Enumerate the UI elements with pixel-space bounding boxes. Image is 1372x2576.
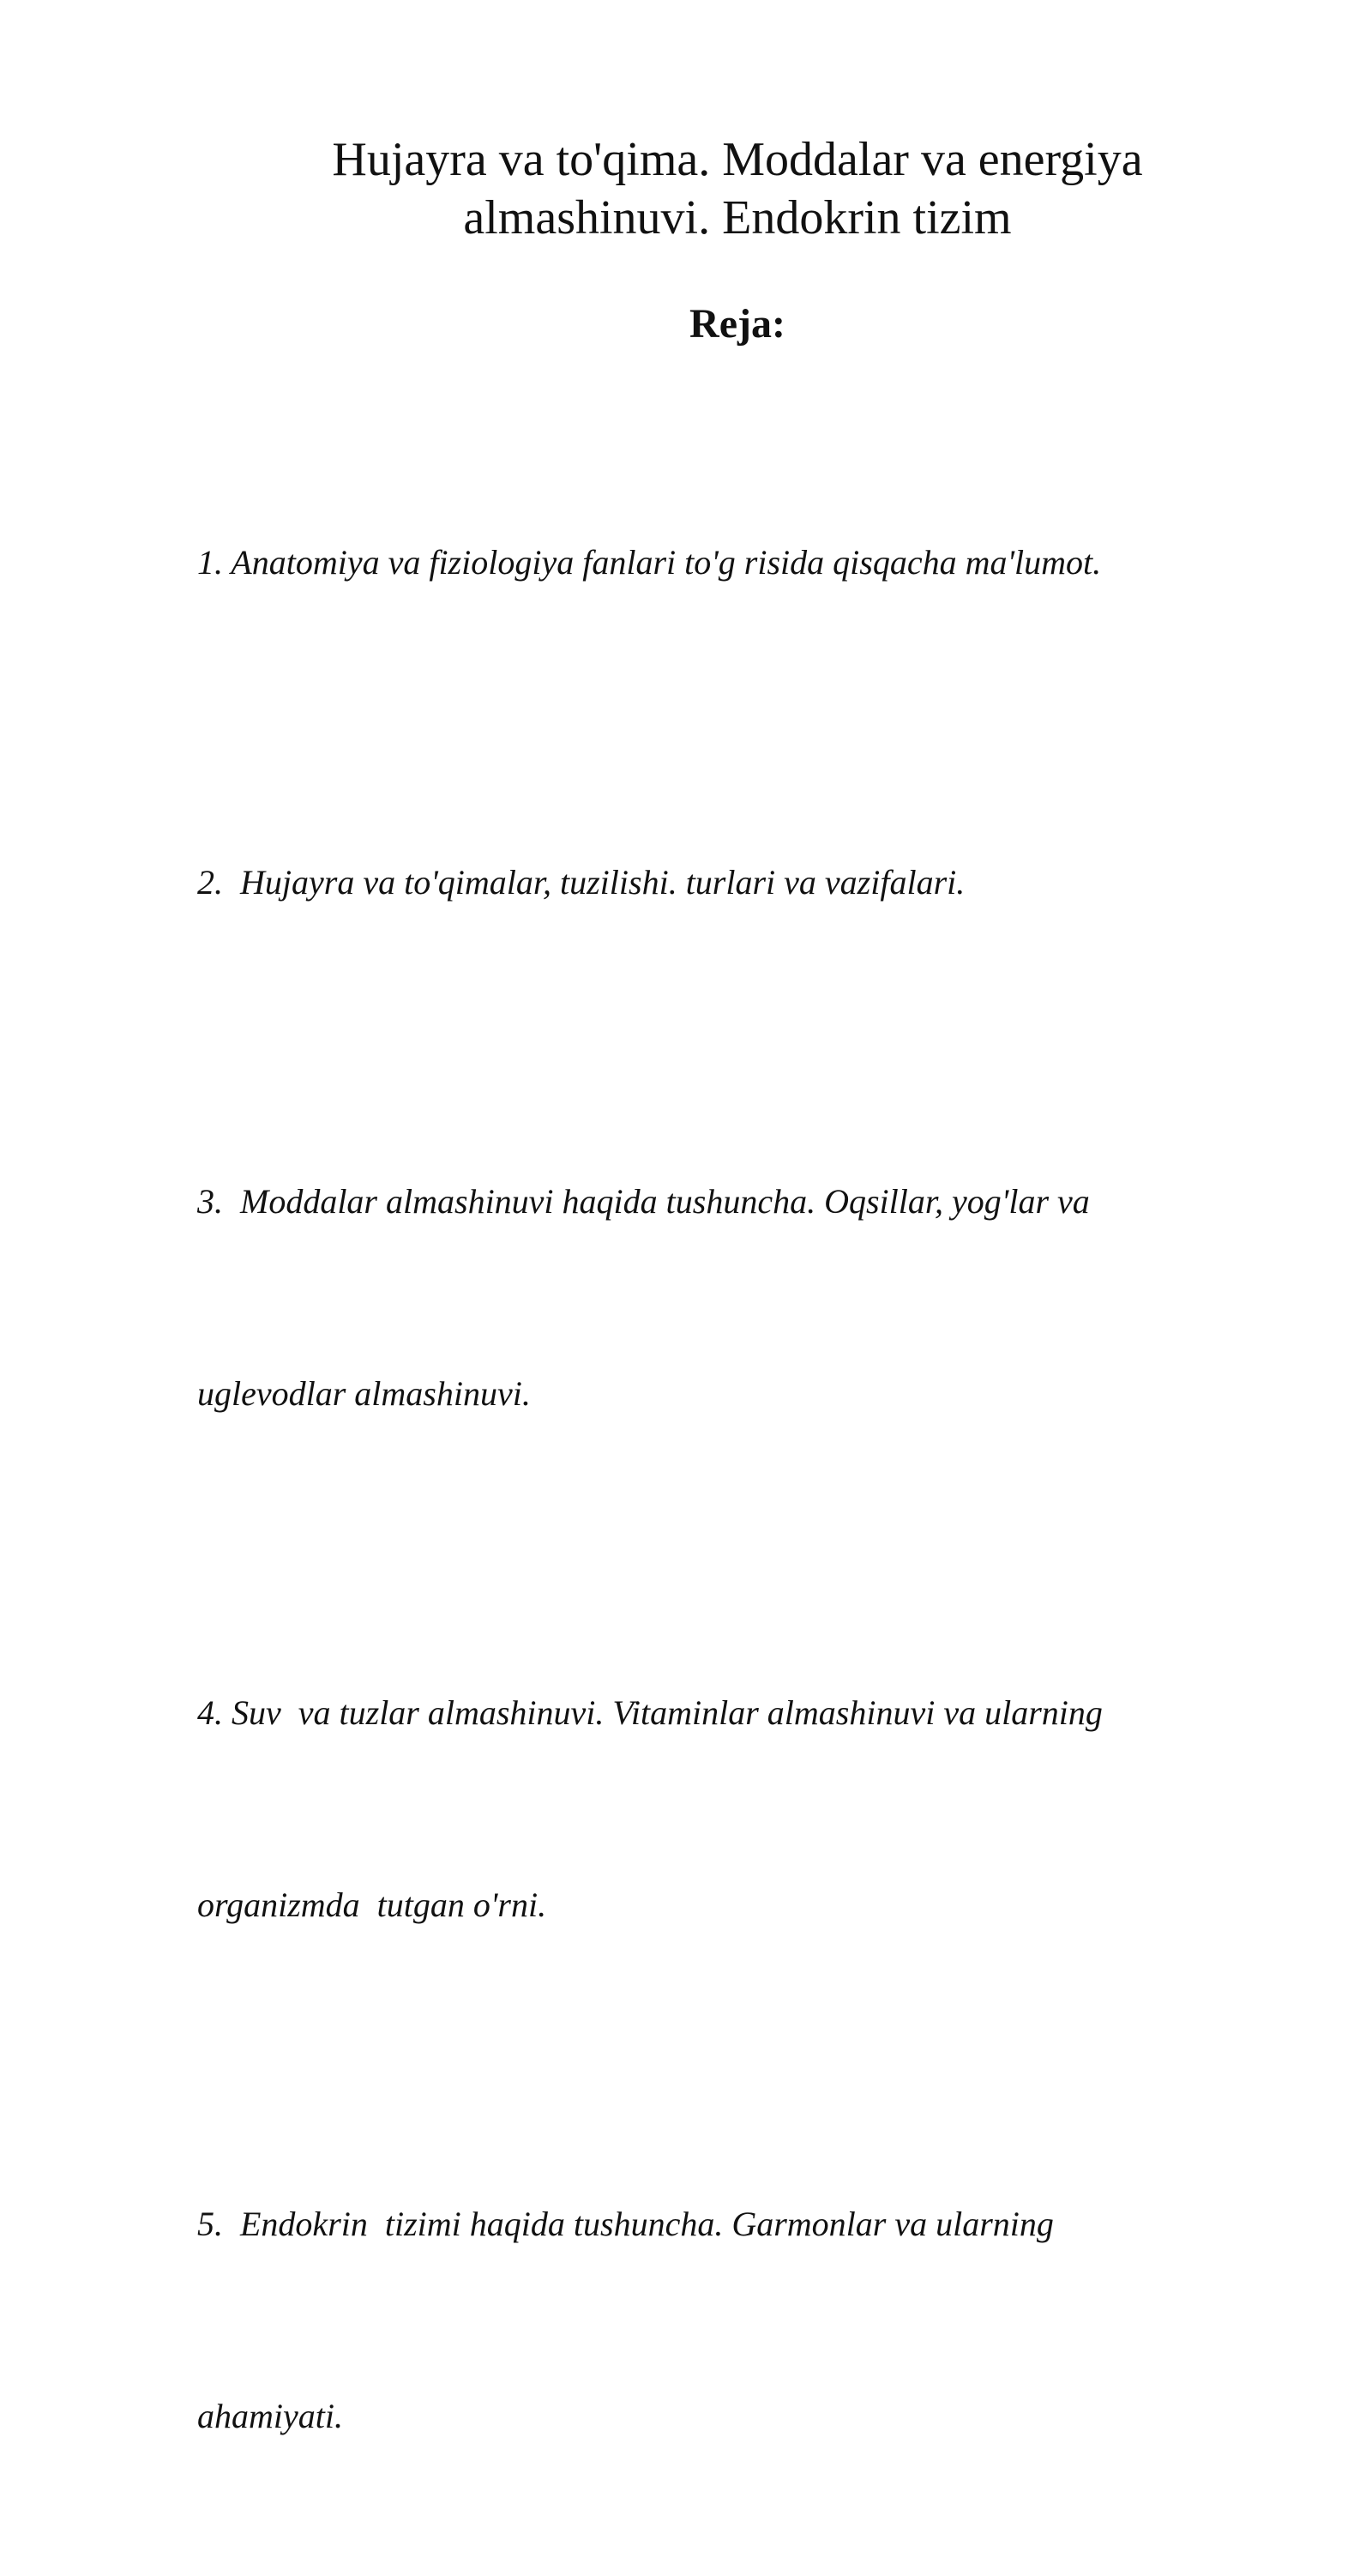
- plan-item-3-line-1: 3. Moddalar almashinuvi haqida tushuncha. Oqsillar, yog'lar va: [197, 1182, 1090, 1221]
- plan-item-5-line-1: 5. Endokrin tizimi haqida tushuncha. Garmonlar va ularning: [197, 2205, 1054, 2243]
- plan-item-2: [197, 723, 1209, 1043]
- plan-item-2-line-1: 2. Hujayra va to'qimalar, tuzilishi. turlari va vazifalari.: [197, 862, 966, 902]
- plan-item-5-line-2: ahamiyati.: [197, 2396, 343, 2435]
- plan-item-3: [197, 1042, 1209, 1553]
- plan-list: [197, 403, 1209, 2576]
- plan-item-1-line-1: 1. Anatomiya va fiziologiya fanlari to'g risida qisqacha ma'lumot.: [197, 543, 1102, 582]
- plan-item-1: [197, 403, 1209, 723]
- title-line-2: almashinuvi. Endokrin tizim: [463, 191, 1012, 244]
- plan-item-4-line-1: 4. Suv va tuzlar almashinuvi. Vitaminlar almashinuvi va ularning: [197, 1693, 1103, 1732]
- title-line-1: Hujayra va to'qima. Moddalar va energiya: [332, 133, 1143, 186]
- plan-item-4-line-2: organizmda tutgan o'rni.: [197, 1885, 547, 1924]
- plan-item-3-line-2: uglevodlar almashinuvi.: [197, 1373, 531, 1413]
- document-title: [223, 130, 1252, 247]
- plan-item-5: [197, 2065, 1209, 2576]
- plan-item-4: [197, 1553, 1209, 2065]
- plan-heading: Reja:: [689, 301, 785, 347]
